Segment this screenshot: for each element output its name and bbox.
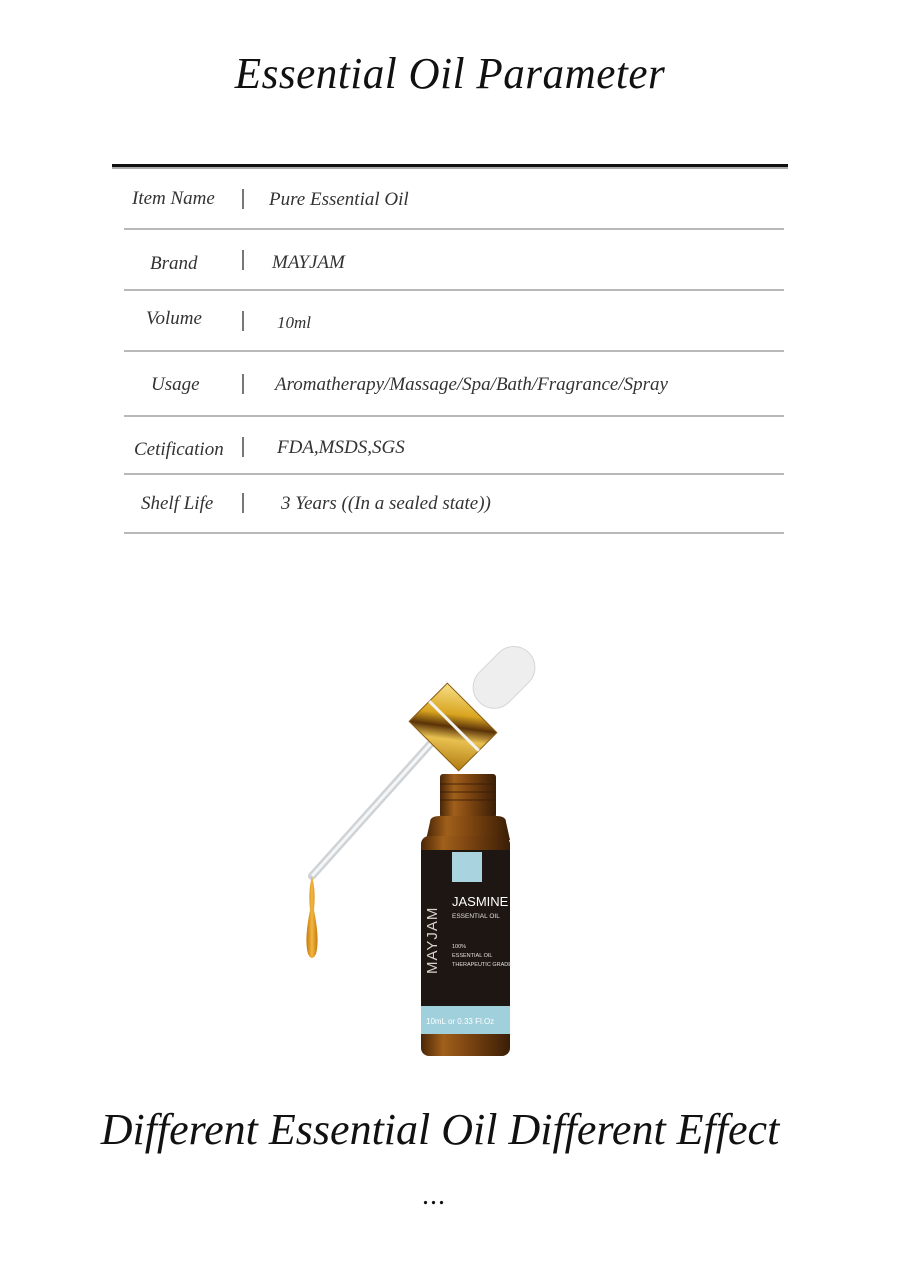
ellipsis: ... [422, 1180, 446, 1211]
param-separator [242, 493, 244, 513]
param-separator [242, 189, 244, 209]
param-label: Usage [151, 374, 200, 395]
label-claim-3: THERAPEUTIC GRADE [452, 962, 512, 968]
label-claim-2: ESSENTIAL OIL [452, 953, 493, 959]
param-value: Aromatherapy/Massage/Spa/Bath/Fragrance/Spray [275, 374, 668, 395]
param-value: MAYJAM [272, 252, 345, 273]
param-row-brand [124, 230, 784, 291]
param-value: Pure Essential Oil [269, 189, 409, 210]
label-color-square [452, 852, 482, 882]
param-row-volume [124, 291, 784, 352]
product-image-jasmine-bottle [290, 640, 550, 1070]
label-claim-1: 100% [452, 944, 467, 950]
param-row-usage [124, 352, 784, 417]
parameter-table [124, 169, 784, 534]
param-separator [242, 250, 244, 270]
label-product-name: JASMINE [452, 894, 509, 909]
param-value: 3 Years ((In a sealed state)) [281, 493, 491, 514]
effect-heading: Different Essential Oil Different Effect [100, 1105, 780, 1154]
dropper-bulb [464, 640, 543, 717]
label-brand-vertical: MAYJAM [424, 906, 441, 974]
param-row-item-name [124, 169, 784, 230]
param-value: FDA,MSDS,SGS [277, 437, 405, 458]
bottle-neck [440, 774, 496, 818]
param-separator [242, 374, 244, 394]
param-separator [242, 437, 244, 457]
oil-drop [306, 876, 317, 958]
page-title: Essential Oil Parameter [234, 49, 666, 98]
param-label: Cetification [134, 439, 224, 460]
param-label: Item Name [132, 188, 215, 209]
param-label: Brand [150, 253, 198, 274]
param-separator [242, 311, 244, 331]
param-label: Shelf Life [141, 493, 214, 514]
label-product-subtitle: ESSENTIAL OIL [452, 913, 500, 920]
param-row-shelf-life [124, 475, 784, 534]
param-row-certification [124, 417, 784, 475]
label-volume: 10mL or 0.33 Fl.Oz [426, 1017, 495, 1026]
param-value: 10ml [277, 313, 311, 332]
param-label: Volume [146, 308, 202, 329]
